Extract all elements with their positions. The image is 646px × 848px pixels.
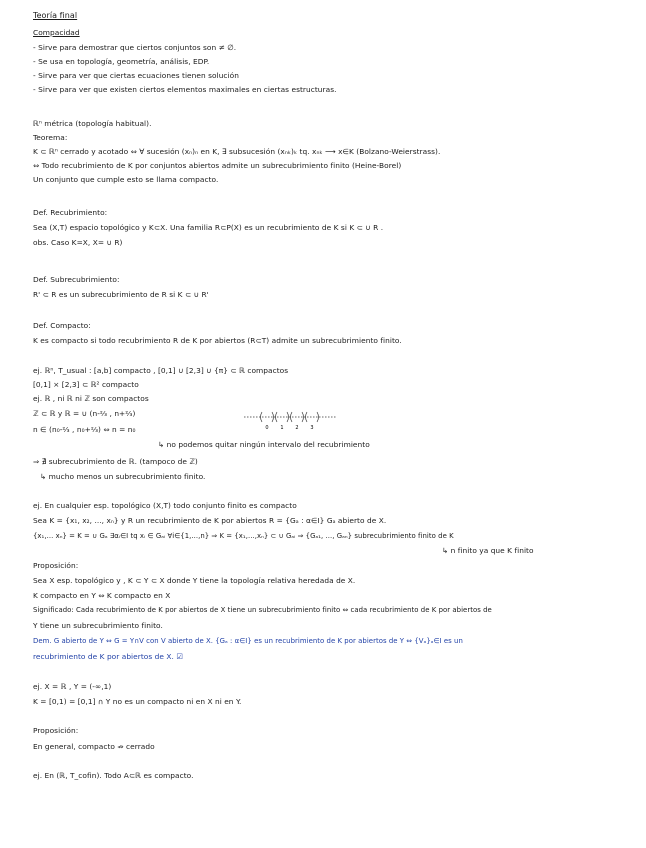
example-1-line-6: ↳ no podemos quitar ningún intervalo del recubrimiento xyxy=(158,440,370,449)
proposition-2-body: En general, compacto ⇏ cerrado xyxy=(33,742,155,751)
interval-3-left xyxy=(306,412,308,422)
example-3-line-2: K = [0,1) = [0,1] ∩ Y no es un compacto ni en X ni en Y. xyxy=(33,697,242,706)
tick-label-1: 1 xyxy=(280,425,284,431)
example-1-line-5: n ∈ (n₀-⅔ , n₀+⅔) ⇔ n = n₀ xyxy=(33,425,136,434)
def-subrecubrimiento-body: R' ⊂ R es un subrecubrimiento de R si K ⊂ ∪ R' xyxy=(33,290,209,299)
def-compacto-heading: Def. Compacto: xyxy=(33,321,91,330)
interval-cover-diagram xyxy=(244,409,336,431)
example-1-line-1: ej. ℝⁿ, T_usual : [a,b] compacto , [0,1] ∪ [2,3] ∪ {π} ⊂ ℝ compactos xyxy=(33,366,289,375)
compact-definition-line: Un conjunto que cumple esto se llama compacto. xyxy=(33,175,219,184)
def-recubrimiento-body: Sea (X,T) espacio topológico y K⊂X. Una familia R⊂P(X) es un recubrimiento de K si K ⊂ ∪ R . xyxy=(33,223,384,232)
tick-label-3: 3 xyxy=(310,425,314,431)
theorem-bw: K ⊂ ℝⁿ cerrado y acotado ⇔ ∀ sucesión (xₙ)ₙ en K, ∃ subsucesión (xₙₖ)ₖ tq. xₙₖ ⟶ x∈K (Bolzano-Weierstrass). xyxy=(33,147,441,156)
example-1-line-8: ↳ mucho menos un subrecubrimiento finito. xyxy=(40,472,206,481)
rn-heading: ℝⁿ métrica (topología habitual). xyxy=(33,119,152,128)
intro-line-4: - Sirve para ver que existen ciertos elementos maximales en ciertas estructuras. xyxy=(33,85,337,94)
proof-line-1: Dem. G abierto de Y ⇔ G = Y∩V con V abierto de X. {Gₐ : α∈I} es un recubrimiento de K por abiertos de Y ⇔ {Vₐ}ₐ∈I es un xyxy=(33,637,463,645)
proposition-1-heading: Proposición: xyxy=(33,561,79,570)
example-2-line-3: {x₁,... xₙ} = K = ∪ Gₐ ∃αᵢ∈I tq xᵢ ∈ Gₐᵢ ∀i∈{1,...,n} ⇒ K = {x₁,...,xₙ} ⊂ ∪ Gₐᵢ ⇒ {Gₐ₁, ..., Gₐₙ} subrecubrimiento finito de K xyxy=(33,532,454,540)
proposition-1-line-2: K compacto en Y ⇔ K compacto en X xyxy=(33,591,171,600)
proposition-2-heading: Proposición: xyxy=(33,726,79,735)
interval-2-left xyxy=(291,412,293,422)
example-4-line-1: ej. En (ℝ, T_cofin). Todo A⊂ℝ es compacto. xyxy=(33,771,194,780)
theorem-label: Teorema: xyxy=(33,133,68,142)
def-compacto-body: K es compacto si todo recubrimiento R de K por abiertos (R⊂T) admite un subrecubrimiento finito. xyxy=(33,336,402,345)
example-1-line-7: ⇒ ∄ subrecubrimiento de ℝ. (tampoco de ℤ) xyxy=(33,457,198,466)
tick-label-2: 2 xyxy=(295,425,299,431)
proposition-1-line-1: Sea X esp. topológico y , K ⊂ Y ⊂ X donde Y tiene la topología relativa heredada de X. xyxy=(33,576,356,585)
theorem-hb: ⇔ Todo recubrimiento de K por conjuntos abiertos admite un subrecubrimiento finito (Heine-Borel) xyxy=(33,161,402,170)
def-subrecubrimiento-heading: Def. Subrecubrimiento: xyxy=(33,275,120,284)
proposition-1-line-3: Significado: Cada recubrimiento de K por abiertos de X tiene un subrecubrimiento finito ⇔ cada recubrimiento de K por abiertos de xyxy=(33,606,492,614)
def-recubrimiento-obs: obs. Caso K=X, X= ∪ R) xyxy=(33,238,123,247)
page-title: Teoría final xyxy=(33,11,78,20)
tick-label-0: 0 xyxy=(265,425,269,431)
example-2-line-1: ej. En cualquier esp. topológico (X,T) todo conjunto finito es compacto xyxy=(33,501,297,510)
example-1-line-2: [0,1] × [2,3] ⊂ ℝ² compacto xyxy=(33,380,139,389)
example-1-line-4: ℤ ⊂ ℝ y ℝ = ∪ (n-⅔ , n+⅔) xyxy=(33,409,136,418)
proof-line-2: recubrimiento de K por abiertos de X. ☑ xyxy=(33,652,183,661)
example-3-line-1: ej. X = ℝ , Y = (-∞,1) xyxy=(33,682,112,691)
intro-line-2: - Se usa en topología, geometría, análisis, EDP. xyxy=(33,57,210,66)
interval-0-left xyxy=(261,412,263,422)
def-recubrimiento-heading: Def. Recubrimiento: xyxy=(33,208,108,217)
section-heading: Compacidad xyxy=(33,28,80,37)
example-2-line-4: ↳ n finito ya que K finito xyxy=(442,546,534,555)
intro-line-3: - Sirve para ver que ciertas ecuaciones tienen solución xyxy=(33,71,239,80)
example-1-line-3: ej. ℝ , ni ℝ ni ℤ son compactos xyxy=(33,394,149,403)
proposition-1-line-4: Y tiene un subrecubrimiento finito. xyxy=(33,621,163,630)
interval-1-left xyxy=(276,412,278,422)
intro-line-1: - Sirve para demostrar que ciertos conjuntos son ≠ ∅. xyxy=(33,43,237,52)
example-2-line-2: Sea K = {x₁, x₂, ..., xₙ} y R un recubrimiento de K por abiertos R = {Gₐ : α∈I} Gₐ abierto de X. xyxy=(33,516,387,525)
